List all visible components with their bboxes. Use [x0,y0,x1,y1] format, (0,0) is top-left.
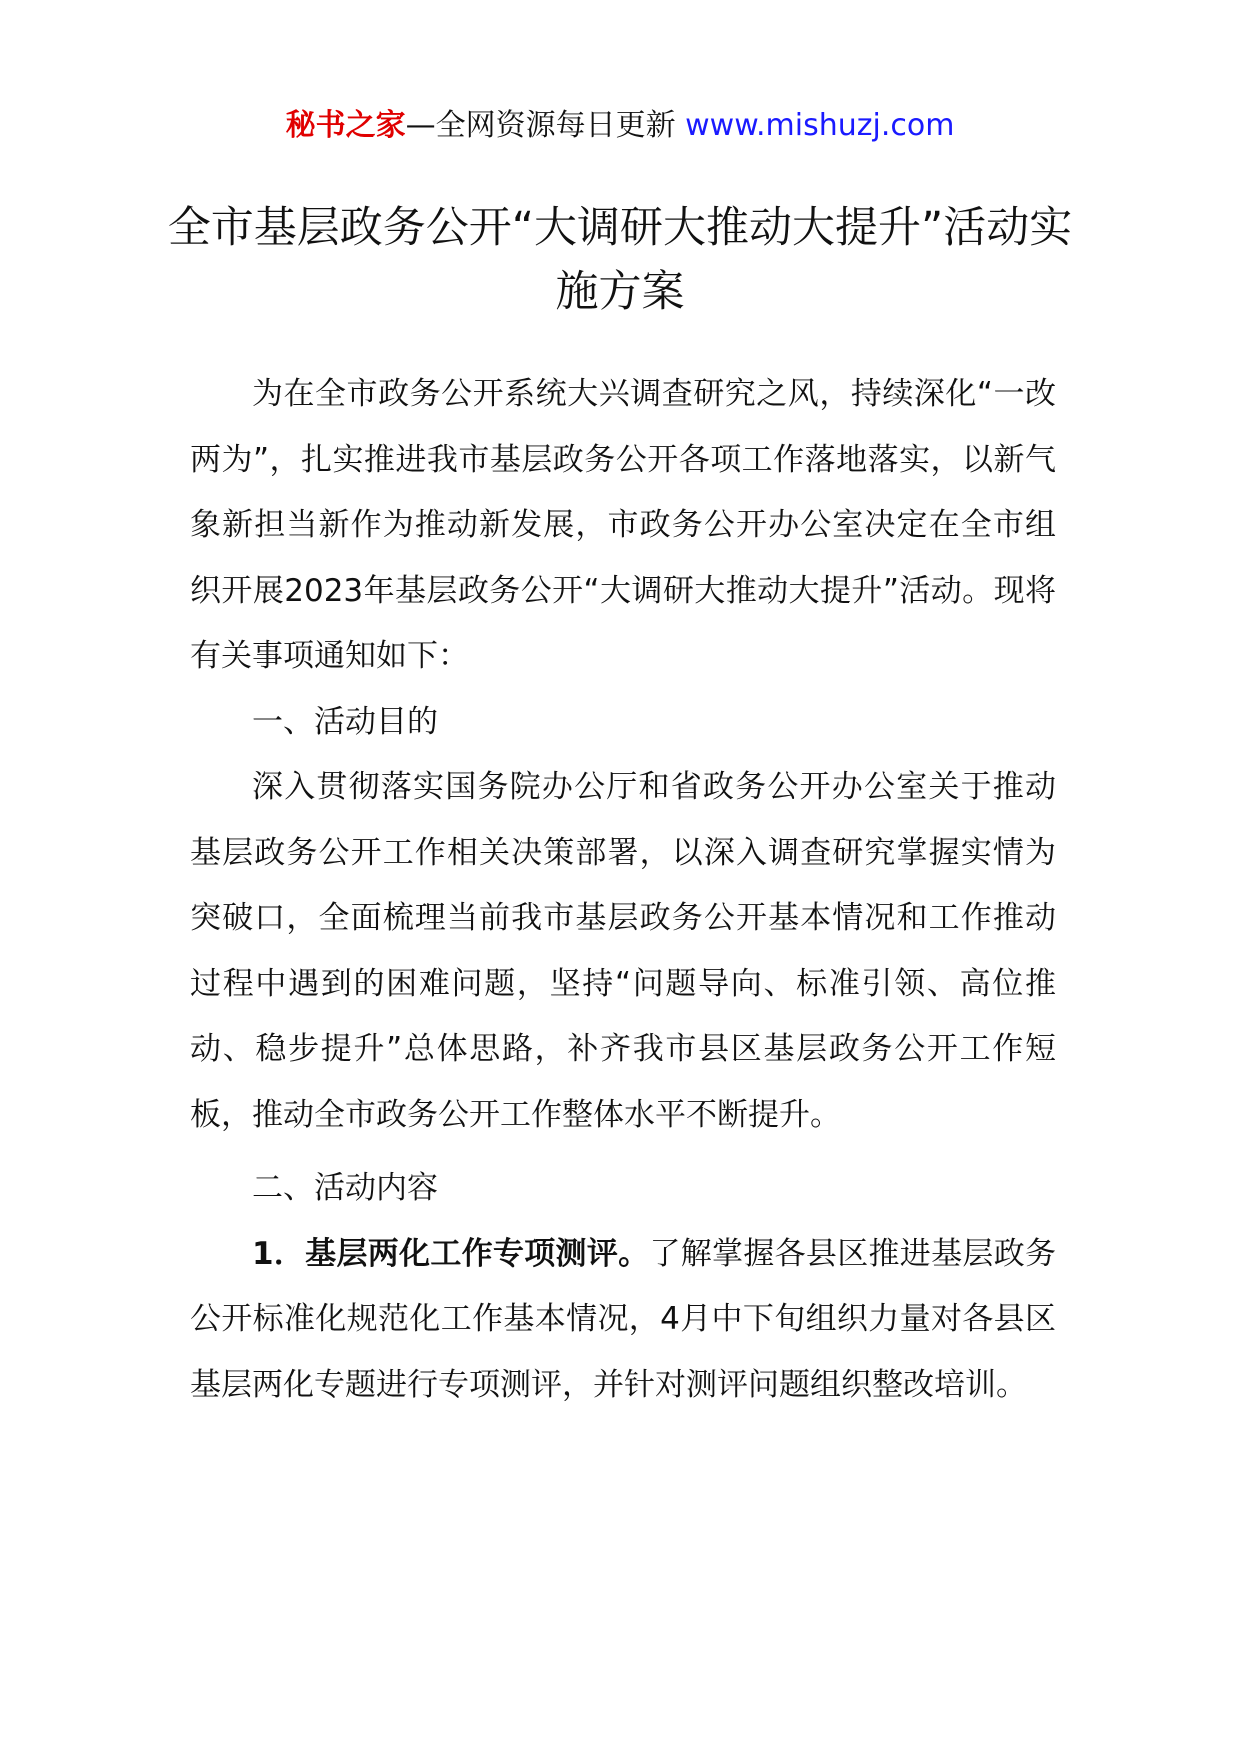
content-item-1 [190,1222,1056,1419]
purpose-paragraph: 深入贯彻落实国务院办公厅和省政务公开办公室关于推动基层政务公开工作相关决策部署，以深入调查研究掌握实情为突破口，全面梳理当前我市基层政务公开基本情况和工作推动过程中遇到的困难问题，坚持“问题导向、标准引领、高位推动、稳步提升”总体思路，补齐我市县区基层政务公开工作短板，推动全市政务公开工作整体水平不断提升。 [190,769,1056,1133]
site-banner [0,104,1240,148]
content-item-1-text: 了解掌握各县区推进基层政务公开标准化规范化工作基本情况，4月中下旬组织力量对各县区基层两化专题进行专项测评，并针对测评问题组织整改培训。 [190,1235,1056,1403]
section-heading-content: 二、活动内容 [252,1170,438,1206]
intro-paragraph: 为在全市政务公开系统大兴调查研究之风，持续深化“一改两为”，扎实推进我市基层政务公开各项工作落地落实，以新气象新担当新作为推动新发展，市政务公开办公室决定在全市组织开展2023年基层政务公开“大调研大推动大提升”活动。现将有关事项通知如下： [190,376,1056,674]
brand-name: 秘书之家 [285,108,406,143]
document-body [190,362,1056,1418]
content-item-1-title: 1．基层两化工作专项测评。 [252,1235,650,1272]
document-title: 全市基层政务公开“大调研大推动大提升”活动实施方案 [167,203,1073,317]
site-url-link[interactable]: www.mishuzj.com [685,108,955,143]
section-heading-purpose: 一、活动目的 [252,703,438,740]
banner-tagline: —全网资源每日更新 [405,108,686,143]
